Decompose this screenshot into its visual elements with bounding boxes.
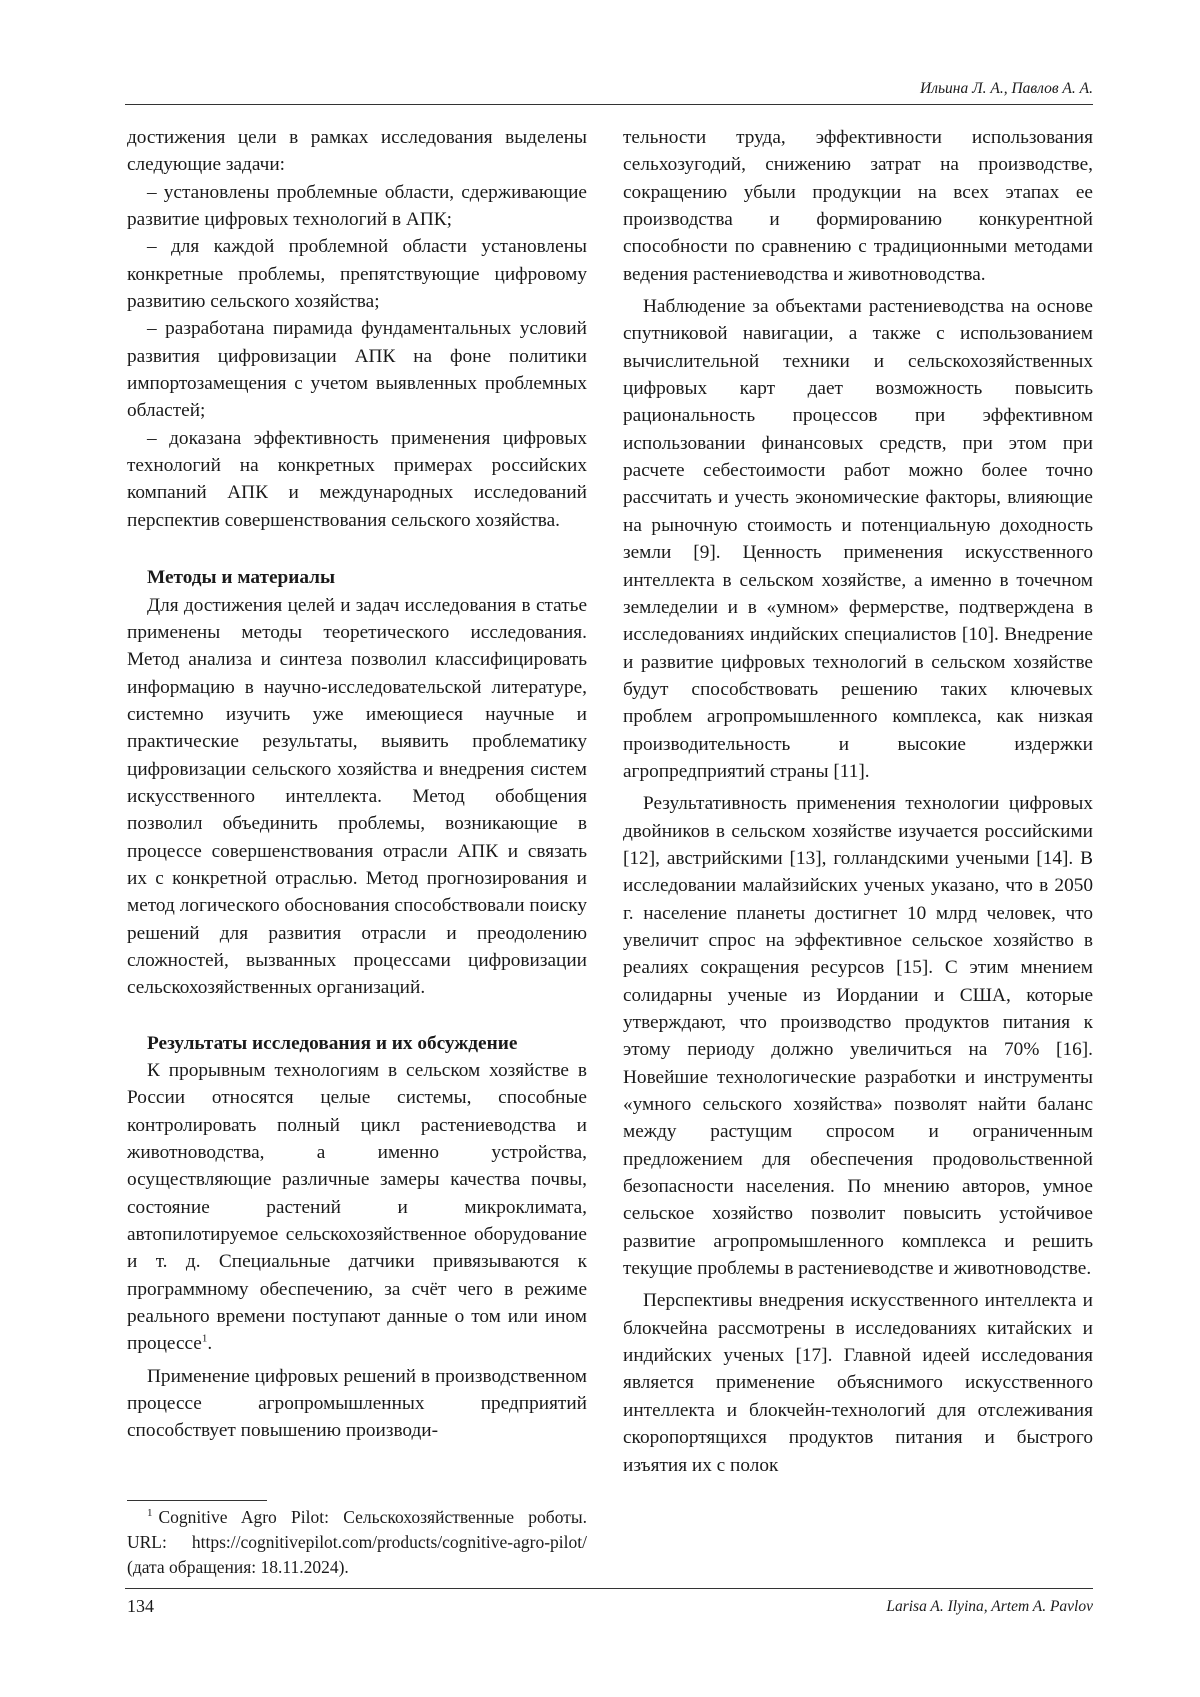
results-paragraph-1-end: . <box>207 1333 213 1355</box>
page-number: 134 <box>127 1596 154 1616</box>
results-paragraph-2: Применение цифровых решений в производственном процессе агропромышленных предприятий способствует повышению производи- <box>127 1365 587 1442</box>
task-item: – установлены проблемные области, сдерживающие развитие цифровых технологий в АПК; <box>127 181 587 231</box>
results-paragraph-1 <box>127 1057 587 1358</box>
header-authors: Ильина Л. А., Павлов А. А. <box>920 80 1093 97</box>
running-head <box>125 78 1093 105</box>
footer-divider <box>125 1588 1093 1589</box>
intro-paragraph: достижения цели в рамках исследования выделены следующие задачи: <box>127 127 587 176</box>
footnote-mark: 1 <box>147 1507 153 1520</box>
right-paragraph-2: Наблюдение за объектами растениеводства на основе спутниковой навигации, а также с использованием вычислительной техники и сельскохозяйственных цифровых карт дает возможность повысить рациональность процессов при эффективном использовании финансовых средств, при этом при расчете себестоимости работ можно более точно рассчитать и учесть экономические факторы, влияющие на рыночную стоимость и потенциальную доходность земли [9]. Ценность применения искусственного интеллекта в сельском хозяйстве, а именно в точечном земледелии и в «умном» фермерстве, подтверждена в исследованиях индийских специалистов [10]. Внедрение и развитие цифровых технологий в сельском хозяйстве будут способствовать решению таких ключевых проблем агропромышленного комплекса, как низкая производительность и высокие издержки агропредприятий страны [11]. <box>623 296 1093 782</box>
results-heading: Результаты исследования и их обсуждение <box>147 1032 518 1054</box>
methods-paragraph: Для достижения целей и задач исследования в статье применены методы теоретического исследования. Метод анализа и синтеза позволил классифицировать информацию в научно-исследовательской литературе, системно изучить уже имеющиеся научные и практические результаты, выявить проблематику цифровизации сельского хозяйства и внедрения систем искусственного интеллекта. Метод обобщения позволил объединить проблемы, возникающие в процессе совершенствования отрасли АПК и связать их с конкретной отраслью. Метод прогнозирования и метод логического обоснования способствовали поиску решений для развития отрасли и преодолению сложностей, вызванных процессами цифровизации сельскохозяйственных организаций. <box>127 594 587 999</box>
footnote-divider <box>127 1500 267 1501</box>
right-paragraph-3: Результативность применения технологии цифровых двойников в сельском хозяйстве изучается российскими [12], австрийскими [13], голландскими учеными [14]. В исследовании малайзийских ученых указано, что в 2050 г. население планеты достигнет 10 млрд человек, что увеличит спрос на эффективное сельское хозяйство в реалиях сокращения ресурсов [15]. С этим мнением солидарны ученые из Иордании и США, которые утверждают, что производство продуктов питания к этому периоду должно увеличиться на 70% [16]. Новейшие технологические разработки и инструменты «умного сельского хозяйства» позволят найти баланс между растущим спросом и ограниченным предложением для обеспечения продовольственной безопасности населения. По мнению авторов, умное сельское хозяйство позволит повысить устойчивое развитие агропромышленного комплекса и решить текущие проблемы в растениеводстве и животноводстве. <box>623 793 1093 1280</box>
footer-authors: Larisa A. Ilyina, Artem A. Pavlov <box>886 1598 1093 1615</box>
right-column <box>623 124 1093 1479</box>
task-item: – для каждой проблемной области установлены конкретные проблемы, препятствующие цифровому развитию сельского хозяйства; <box>127 236 587 313</box>
methods-heading: Методы и материалы <box>147 567 336 589</box>
right-paragraph-4: Перспективы внедрения искусственного интеллекта и блокчейна рассмотрены в исследованиях китайских и индийских ученых [17]. Главной идеей исследования является применение объяснимого искусственного интеллекта и блокчейн-технологий для отслеживания скоропортящихся продуктов питания и быстрого изъятия их с полок <box>623 1290 1093 1476</box>
task-item: – доказана эффективность применения цифровых технологий на конкретных примерах российских компаний АПК и международных исследований перспектив совершенствования сельского хозяйства. <box>127 427 587 531</box>
results-paragraph-1-text: К прорывным технологиям в сельском хозяйстве в России относятся целые системы, способные контролировать полный цикл растениеводства и животноводства, а именно устройства, осуществляющие различные замеры качества почвы, состояние растений и микроклимата, автопилотируемое сельскохозяйственное оборудование и т. д. Специальные датчики привязываются к программному обеспечению, за счёт чего в режиме реального времени поступают данные о том или ином процессе <box>127 1060 587 1355</box>
left-column <box>127 124 587 1445</box>
footnote <box>127 1505 587 1580</box>
right-paragraph-1: тельности труда, эффективности использования сельхозугодий, снижению затрат на производстве, сокращению убыли продукции на всех этапах ее производства и формированию конкурентной способности по сравнению с традиционными методами ведения растениеводства и животноводства. <box>623 127 1093 285</box>
footnote-reference[interactable]: 1 <box>201 1333 208 1346</box>
footnote-text: Cognitive Agro Pilot: Сельскохозяйственные роботы. URL: https://cognitivepilot.com/products/cognitive-agro-pilot/ (дата обращения: 18.11.2024). <box>127 1507 587 1577</box>
task-item: – разработана пирамида фундаментальных условий развития цифровизации АПК на фоне политики импортозамещения с учетом выявленных проблемных областей; <box>127 318 587 422</box>
